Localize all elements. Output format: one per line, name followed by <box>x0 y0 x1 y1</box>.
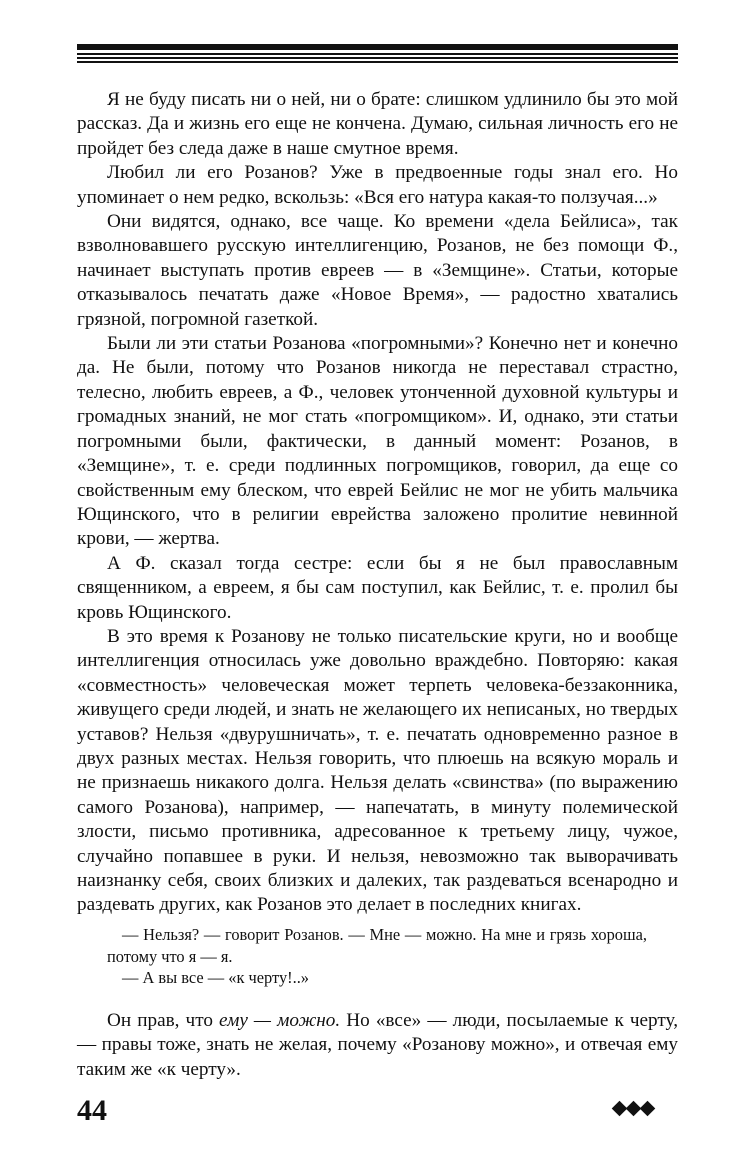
closing-text-after: Но «все» — люди, посылаемые к черту, — правы тоже, знать не желая, почему «Розанову можно», и отвечая ему таким же «к черту». <box>77 1010 678 1080</box>
closing-text-before: Он прав, что <box>107 1010 220 1031</box>
paragraph: В это время к Розанову не только писательские круги, но и вообще интеллигенция относилась уже довольно враждебно. Повторяю: какая «совместность» человеческая может терпеть человека-беззаконника, живущего среди людей, и знать не желающего их неписаных, но твердых уставов? Нельзя «двурушничать», т. е. печатать одновременно разное в двух разных местах. Нельзя говорить, что плюешь на всякую мораль и не признаешь никакого долга. Нельзя делать «свинства» (по выражению самого Розанова), например, — напечатать, в минуту полемической злости, письмо противника, адресованное к третьему лицу, чужое, случайно попавшее в руки. И нельзя, невозможно так выворачивать наизнанку себя, своих близких и далеких, так раздеваться всенародно и раздевать других, как Розанов это делает в последних книгах. <box>77 625 678 916</box>
paragraph: А Ф. сказал тогда сестре: если бы я не был православным священником, а евреем, я бы сам поступил, как Бейлис, т. е. пролил бы кровь Ющинского. <box>77 552 678 623</box>
paragraph: Они видятся, однако, все чаще. Ко времени «дела Бейлиса», так взволновавшего русскую интеллигенцию, Розанов, не без помощи Ф., начинает выступать против евреев — в «Земщине». Статьи, которые отказывалось печатать даже «Новое Время», — радостно хватались грязной, погромной газеткой. <box>77 211 678 330</box>
header-rule-thin <box>77 61 678 63</box>
quote-line: — А вы все — «к черту!..» <box>122 968 309 987</box>
paragraph: Любил ли его Розанов? Уже в предвоенные годы знал его. Но упоминает о нем редко, вскользь: «Вся его натура какая-то ползучая...» <box>77 162 678 208</box>
header-rule <box>77 44 678 66</box>
block-quote <box>107 924 647 989</box>
emphasis-text: ему — можно. <box>219 1010 341 1031</box>
paragraph <box>77 1009 678 1082</box>
page-number: 44 <box>77 1094 107 1127</box>
quote-line: — Нельзя? — говорит Розанов. — Мне — можно. На мне и грязь хороша, потому что я — я. <box>107 925 647 966</box>
closing-paragraph <box>77 1009 678 1082</box>
header-rule-thin <box>77 57 678 59</box>
header-rule-thick <box>77 44 678 50</box>
three-diamonds-icon <box>614 1103 653 1114</box>
diamond-icon <box>640 1101 656 1117</box>
paragraph: Были ли эти статьи Розанова «погромными»? Конечно нет и конечно да. Не были, потому что Розанов никогда не переставал страстно, телесно, любить евреев, а Ф., человек утонченной духовной культуры и громадных знаний, не мог стать «погромщиком». И, однако, эти статьи погромными были, фактически, в данный момент: Розанов, в «Земщине», т. е. среди подлинных погромщиков, говорил, да еще со свойственным ему блеском, что еврей Бейлис не мог не убить мальчика Ющинского, что в религии еврейства заложено пролитие невинной крови, — жертва. <box>77 333 678 550</box>
body-text <box>77 88 678 918</box>
paragraph: Я не буду писать ни о ней, ни о брате: слишком удлинило бы это мой рассказ. Да и жизнь его еще не кончена. Думаю, сильная личность его не пройдет без следа даже в наше смутное время. <box>77 89 678 159</box>
header-rule-thin <box>77 53 678 55</box>
